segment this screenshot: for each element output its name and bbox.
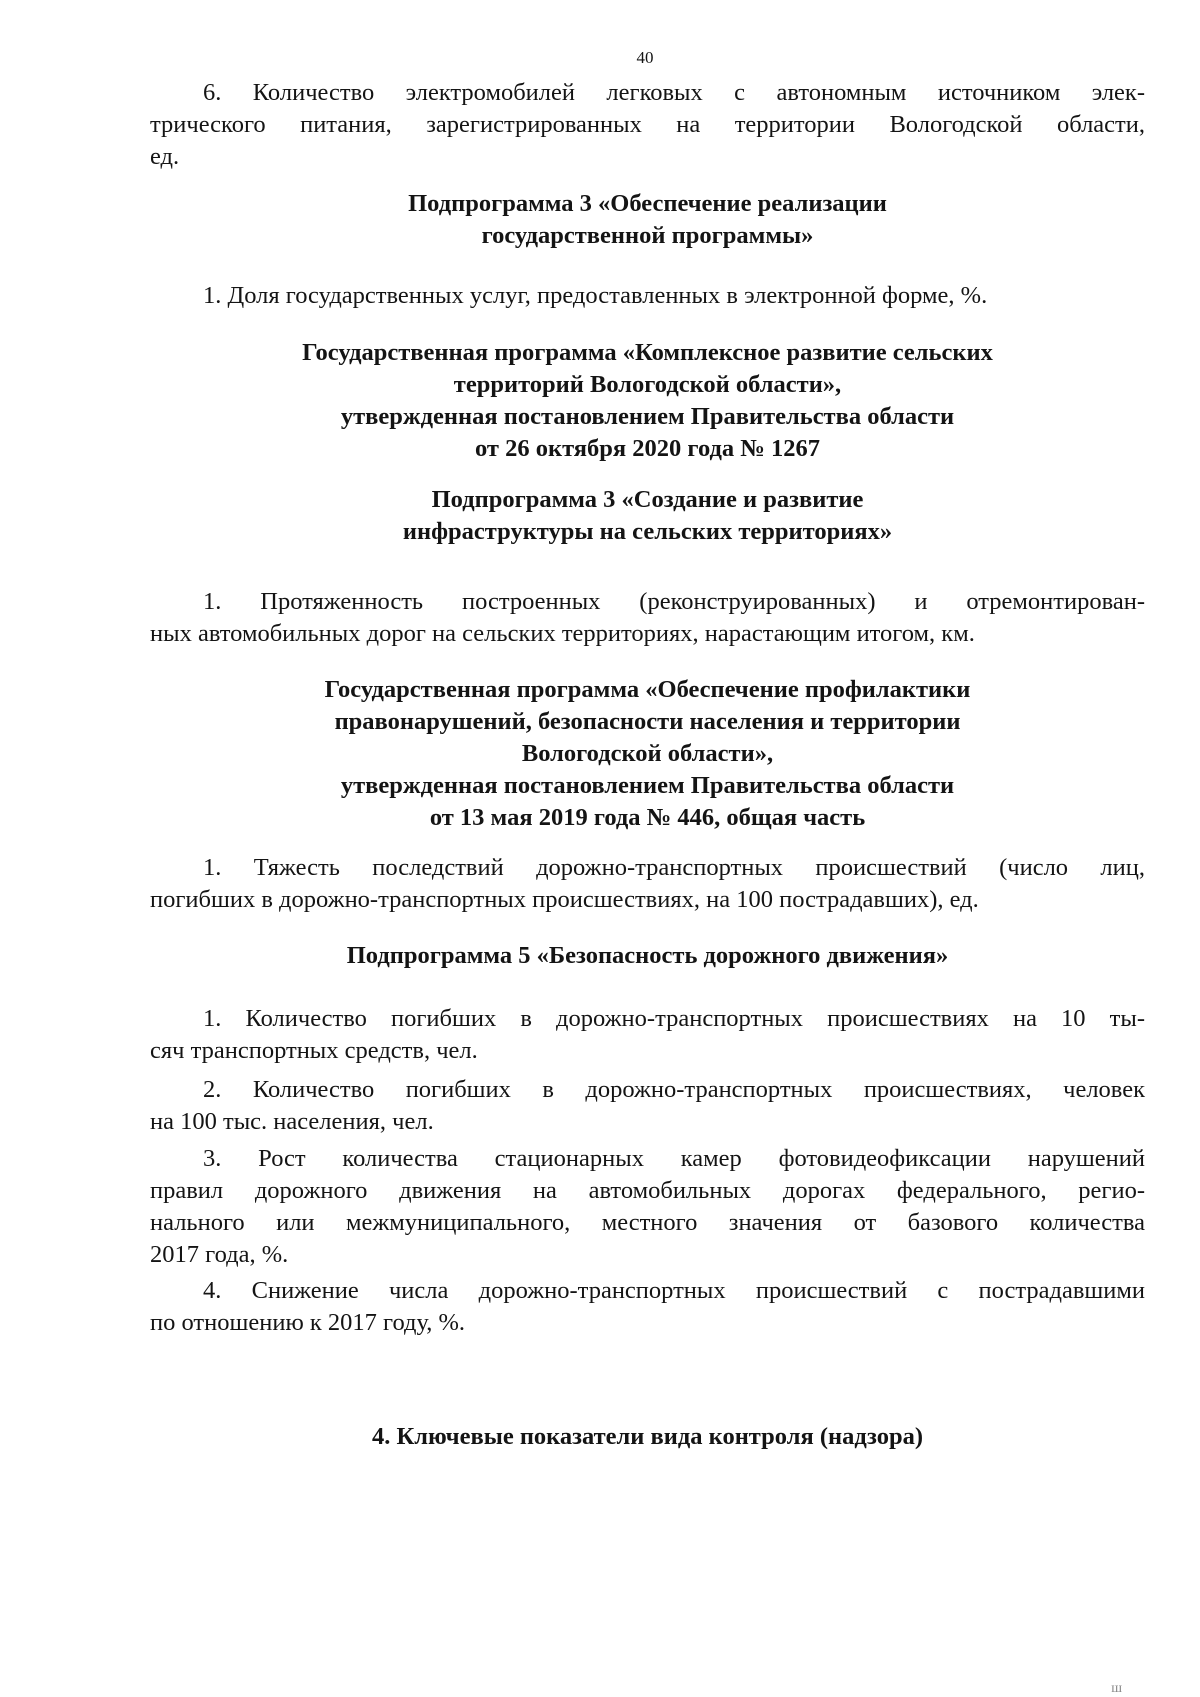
paragraph-accident-reduction (150, 1275, 1145, 1339)
paragraph-text (150, 1003, 1145, 1067)
page-number: 40 (636, 48, 654, 67)
text-line: 2. Количество погибших в дорожно-транспортных происшествиях, человек (203, 1076, 1145, 1103)
paragraph-deaths-per-population (150, 1074, 1145, 1138)
text-line: 4. Снижение числа дорожно-транспортных происшествий с пострадавшими (203, 1277, 1145, 1304)
paragraph-cameras-growth (150, 1143, 1145, 1271)
paragraph-text (150, 1143, 1145, 1271)
paragraph-text (150, 852, 1145, 916)
text-line: по отношению к 2017 году, %. (150, 1309, 466, 1336)
text-line: от 13 мая 2019 года № 446, общая часть (429, 804, 866, 831)
text-line: на 100 тыс. населения, чел. (150, 1108, 434, 1135)
paragraph-text (150, 1275, 1145, 1339)
text-line: территорий Вологодской области», (453, 371, 842, 398)
gov-program-safety-heading (150, 674, 1145, 834)
text-line: погибших в дорожно-транспортных происшествиях, на 100 пострадавших), ед. (150, 886, 979, 913)
text-line: 3. Рост количества стационарных камер фотовидеофиксации нарушений (203, 1145, 1145, 1172)
text-line: Подпрограмма 3 «Обеспечение реализации (408, 190, 887, 217)
paragraph-gov-services (150, 280, 1145, 312)
text-line: Вологодской области», (521, 740, 774, 767)
text-line: нального или межмуниципального, местного значения от базового количества (150, 1209, 1145, 1236)
text-line: инфраструктуры на сельских территориях» (402, 518, 893, 545)
text-line: государственной программы» (481, 222, 814, 249)
text-line: 1. Доля государственных услуг, предоставленных в электронной форме, %. (203, 282, 988, 309)
text-line: сяч транспортных средств, чел. (150, 1037, 478, 1064)
text-line: Государственная программа «Обеспечение профилактики (324, 676, 971, 703)
paragraph-roads-length (150, 586, 1145, 650)
text-line: ных автомобильных дорог на сельских территориях, нарастающим итогом, км. (150, 620, 975, 647)
subprogram-3-heading (150, 188, 1145, 252)
text-line: трического питания, зарегистрированных на территории Вологодской области, (150, 111, 1145, 138)
paragraph-deaths-per-vehicles (150, 1003, 1145, 1067)
text-line: 4. Ключевые показатели вида контроля (надзора) (371, 1423, 924, 1450)
text-line: Подпрограмма 3 «Создание и развитие (431, 486, 864, 513)
text-line: 6. Количество электромобилей легковых с автономным источником элек- (203, 79, 1145, 106)
text-line: 2017 года, %. (150, 1241, 289, 1268)
text-line: от 26 октября 2020 года № 1267 (475, 435, 820, 462)
text-line: Подпрограмма 5 «Безопасность дорожного движения» (346, 942, 949, 969)
gov-program-rural-heading (150, 337, 1145, 465)
paragraph-text (150, 280, 1145, 312)
text-line: Государственная программа «Комплексное развитие сельских (302, 339, 993, 366)
text-line: 1. Тяжесть последствий дорожно-транспортных происшествий (число лиц, (203, 854, 1145, 881)
text-line: 1. Протяженность построенных (реконструированных) и отремонтирован- (203, 588, 1145, 615)
paragraph-accident-severity (150, 852, 1145, 916)
text-line: 1. Количество погибших в дорожно-транспортных происшествиях на 10 ты- (203, 1005, 1145, 1032)
paragraph-text (150, 586, 1145, 650)
text-line: утвержденная постановлением Правительства области (340, 403, 955, 430)
corner-mark: ш (1111, 1681, 1122, 1696)
paragraph-text (150, 77, 1145, 173)
paragraph-text (150, 1074, 1145, 1138)
text-line: утвержденная постановлением Правительства области (340, 772, 955, 799)
subprogram-3-infrastructure-heading (150, 484, 1145, 548)
text-line: ед. (150, 143, 180, 170)
text-line: правонарушений, безопасности населения и территории (334, 708, 961, 735)
section-4-heading (150, 1421, 1145, 1453)
text-line: правил дорожного движения на автомобильных дорогах федерального, регио- (150, 1177, 1145, 1204)
paragraph-electric-vehicles (150, 77, 1145, 173)
subprogram-5-heading (150, 940, 1145, 972)
